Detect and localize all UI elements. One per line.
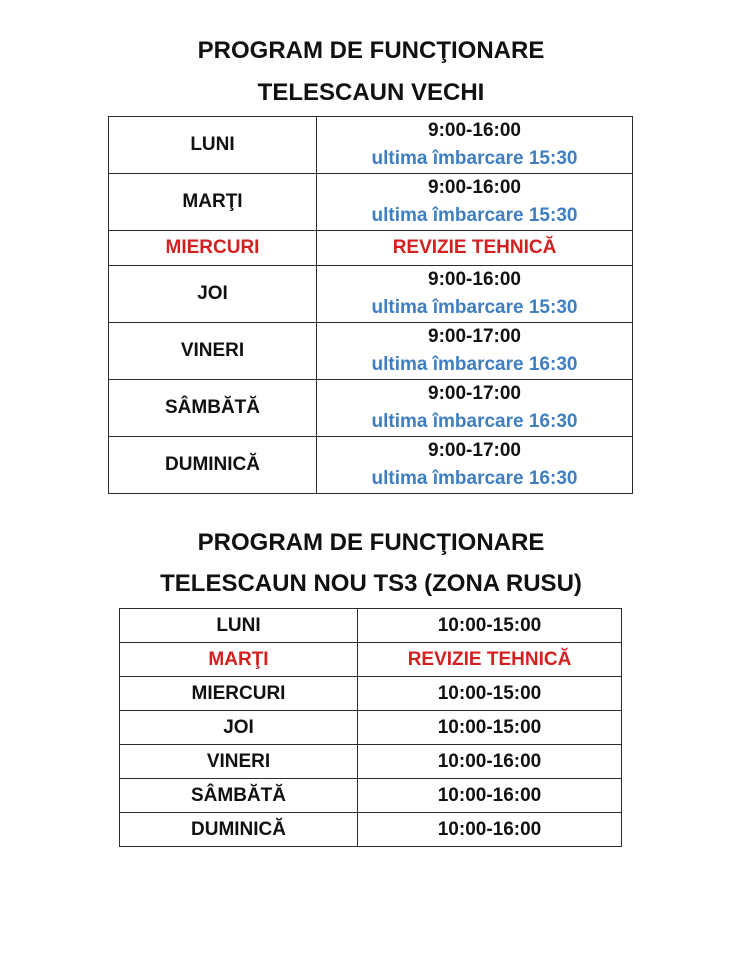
hours-cell: 10:00-16:00 (358, 745, 622, 779)
hours-cell: 10:00-16:00 (358, 779, 622, 813)
hours-text: 9:00-16:00 (428, 120, 521, 141)
day-cell: DUMINICĂ (109, 437, 317, 494)
last-boarding-text: ultima îmbarcare 15:30 (371, 148, 578, 169)
hours-cell: 10:00-16:00 (358, 813, 622, 847)
last-boarding-text: ultima îmbarcare 15:30 (371, 297, 578, 318)
table-row (109, 323, 633, 380)
hours-cell (317, 174, 633, 231)
hours-text: 9:00-17:00 (428, 326, 521, 347)
hours-text: 9:00-16:00 (428, 269, 521, 290)
table-row (120, 609, 622, 643)
table-row (109, 117, 633, 174)
table-row (109, 437, 633, 494)
schedule-old-title-line2: TELESCAUN VECHI (257, 79, 485, 106)
hours-cell (317, 266, 633, 323)
hours-cell (317, 323, 633, 380)
day-cell: JOI (109, 266, 317, 323)
hours-cell: 10:00-15:00 (358, 609, 622, 643)
table-row (120, 711, 622, 745)
day-cell: LUNI (109, 117, 317, 174)
last-boarding-text: ultima îmbarcare 16:30 (371, 354, 578, 375)
hours-cell (317, 437, 633, 494)
hours-text: 9:00-17:00 (428, 440, 521, 461)
schedule-new-title-line2: TELESCAUN NOU TS3 (ZONA RUSU) (160, 570, 582, 597)
day-cell: MIERCURI (120, 677, 358, 711)
hours-text: 9:00-17:00 (428, 383, 521, 404)
day-cell: MARŢI (120, 643, 358, 677)
day-cell: LUNI (120, 609, 358, 643)
table-row (109, 174, 633, 231)
table-row (120, 813, 622, 847)
day-cell: VINERI (109, 323, 317, 380)
maintenance-cell: REVIZIE TEHNICĂ (317, 231, 633, 266)
last-boarding-text: ultima îmbarcare 16:30 (371, 468, 578, 489)
last-boarding-text: ultima îmbarcare 16:30 (371, 411, 578, 432)
day-cell: MARŢI (109, 174, 317, 231)
schedule-new-title-line1: PROGRAM DE FUNCŢIONARE (197, 529, 545, 556)
table-row (120, 677, 622, 711)
schedule-old-title-line1: PROGRAM DE FUNCŢIONARE (197, 37, 545, 64)
hours-cell (317, 117, 633, 174)
table-row-maintenance (109, 231, 633, 266)
table-row-maintenance (120, 643, 622, 677)
table-row (109, 266, 633, 323)
day-cell: SÂMBĂTĂ (109, 380, 317, 437)
hours-cell: 10:00-15:00 (358, 677, 622, 711)
schedule-new-table (119, 608, 622, 847)
table-row (109, 380, 633, 437)
day-cell: MIERCURI (109, 231, 317, 266)
day-cell: JOI (120, 711, 358, 745)
day-cell: VINERI (120, 745, 358, 779)
day-cell: DUMINICĂ (120, 813, 358, 847)
hours-text: 9:00-16:00 (428, 177, 521, 198)
hours-cell: 10:00-15:00 (358, 711, 622, 745)
table-row (120, 779, 622, 813)
table-row (120, 745, 622, 779)
maintenance-cell: REVIZIE TEHNICĂ (358, 643, 622, 677)
schedule-old-table (108, 116, 633, 494)
last-boarding-text: ultima îmbarcare 15:30 (371, 205, 578, 226)
hours-cell (317, 380, 633, 437)
day-cell: SÂMBĂTĂ (120, 779, 358, 813)
